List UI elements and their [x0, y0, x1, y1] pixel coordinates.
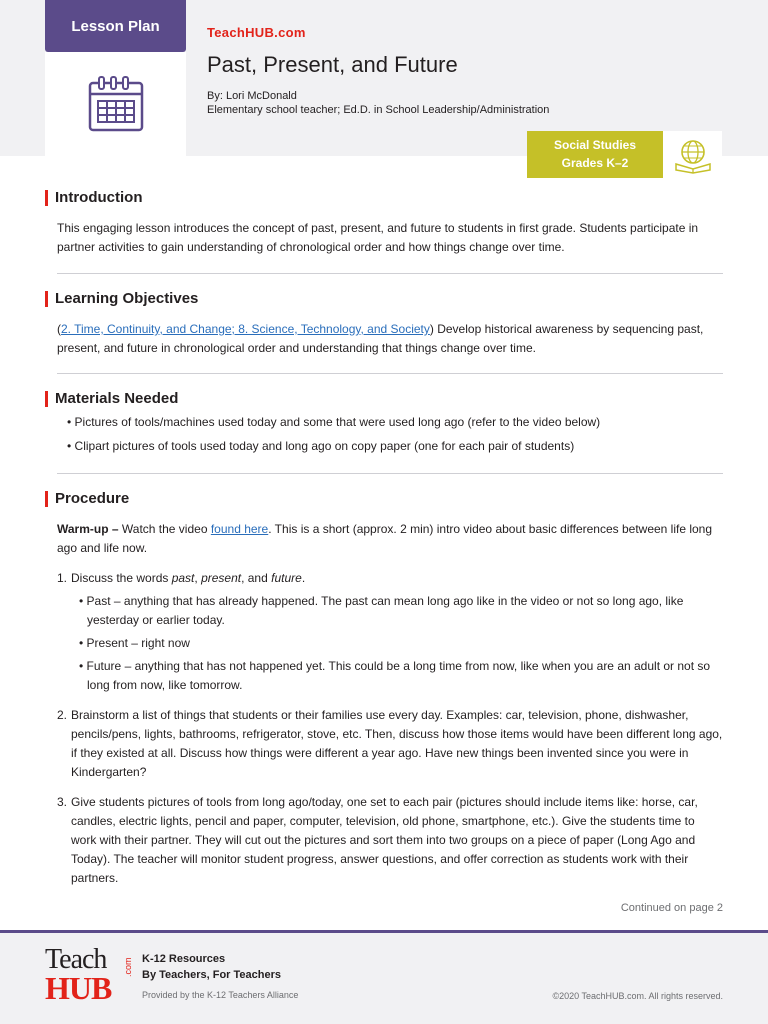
materials-heading: Materials Needed — [45, 389, 723, 409]
procedure-step-1: 1. Discuss the words past, present, and future. — [57, 571, 306, 585]
footer-copyright: ©2020 TeachHUB.com. All rights reserved. — [552, 991, 723, 1001]
subject-badge — [527, 131, 663, 178]
objectives-heading: Learning Objectives — [45, 289, 723, 309]
warmup-text: Warm-up – Watch the video found here. This is a short (approx. 2 min) intro video about basic differences between life long ago and life now. — [57, 522, 713, 555]
author: By: Lori McDonald — [207, 90, 297, 102]
footer-tagline-2: By Teachers, For Teachers — [142, 969, 281, 981]
divider — [57, 473, 723, 474]
procedure-step-2: 2. Brainstorm a list of things that students or their families use every day. Examples: car, television, phone, dishwasher, pencils/pens, lights, bathrooms, refrigerator, stove, etc. Then, discuss how those items would have been different long ago, if they existed at all. Discuss how things were different a year ago. Have new things been invented since you were in Kindergarten? — [57, 708, 723, 779]
logo-hub: HUB — [45, 970, 112, 1006]
brand-name: TeachHUB.com — [207, 25, 306, 40]
byline — [207, 89, 549, 117]
logo-teach: Teach — [45, 944, 107, 975]
lesson-plan-tab — [45, 0, 186, 52]
globe-icon-box — [663, 131, 722, 178]
divider — [57, 373, 723, 374]
author-credentials: Elementary school teacher; Ed.D. in School Leadership/Administration — [207, 104, 550, 116]
list-item: • Clipart pictures of tools used today and long ago on copy paper (one for each pair of students) — [67, 439, 575, 453]
teachhub-logo[interactable] — [45, 944, 135, 1007]
list-item: • Pictures of tools/machines used today and some that were used long ago (refer to the video below) — [67, 415, 601, 429]
list-item: • Past – anything that has already happened. The past can mean long ago like in the video or not so long ago, like yesterday or earlier today. — [79, 594, 684, 627]
procedure-section — [45, 489, 723, 888]
standards-link[interactable]: 2. Time, Continuity, and Change; 8. Science, Technology, and Society — [61, 322, 430, 336]
list-item: • Future – anything that has not happened yet. This could be a long time from now, like when you are an adult or not so long from now, like tomorrow. — [79, 659, 711, 692]
calendar-icon — [87, 75, 145, 133]
procedure-step-3: 3. Give students pictures of tools from long ago/today, one set to each pair (pictures should include items like: horse, car, candles, electric lights, pencil and paper, computer, television, old phone, smartphone, etc.). Give the students time to work with their partner. They will cut out the pictures and sort them into two groups on a piece of paper (Long Ago and Today). The teacher will monitor student progress, answer questions, and offer correction as students work with their partners. — [57, 795, 698, 885]
divider — [57, 273, 723, 274]
introduction-heading: Introduction — [45, 188, 723, 208]
logo-com: .com — [123, 957, 133, 977]
video-link[interactable]: found here — [210, 522, 269, 536]
page-title: Past, Present, and Future — [207, 52, 458, 77]
materials-section — [45, 389, 723, 456]
grades-label: Grades K–2 — [561, 156, 629, 170]
objectives-body: ) Develop historical awareness by sequencing past, present, and future in chronological order and understanding that things change over time. — [57, 322, 704, 355]
introduction-text: This engaging lesson introduces the concept of past, present, and future to students in first grade. Students participate in partner activities to gain understanding of chronological order and how things change over time. — [57, 221, 699, 254]
objectives-open-paren: ( — [57, 322, 61, 336]
calendar-icon-box — [45, 52, 186, 156]
continued-note: Continued on page 2 — [620, 902, 723, 914]
footer-tagline-1: K-12 Resources — [142, 953, 226, 965]
globe-book-icon — [672, 136, 714, 174]
objectives-text — [45, 320, 723, 358]
list-item: • Present – right now — [79, 636, 190, 650]
footer — [0, 933, 768, 1024]
lesson-plan-label: Lesson Plan — [71, 17, 160, 35]
introduction-section — [45, 188, 723, 257]
footer-provided-by: Provided by the K-12 Teachers Alliance — [142, 990, 299, 1000]
warmup-label: Warm-up – — [57, 522, 119, 536]
objectives-section — [45, 289, 723, 358]
procedure-heading: Procedure — [45, 489, 723, 509]
subject-label: Social Studies — [553, 138, 637, 152]
